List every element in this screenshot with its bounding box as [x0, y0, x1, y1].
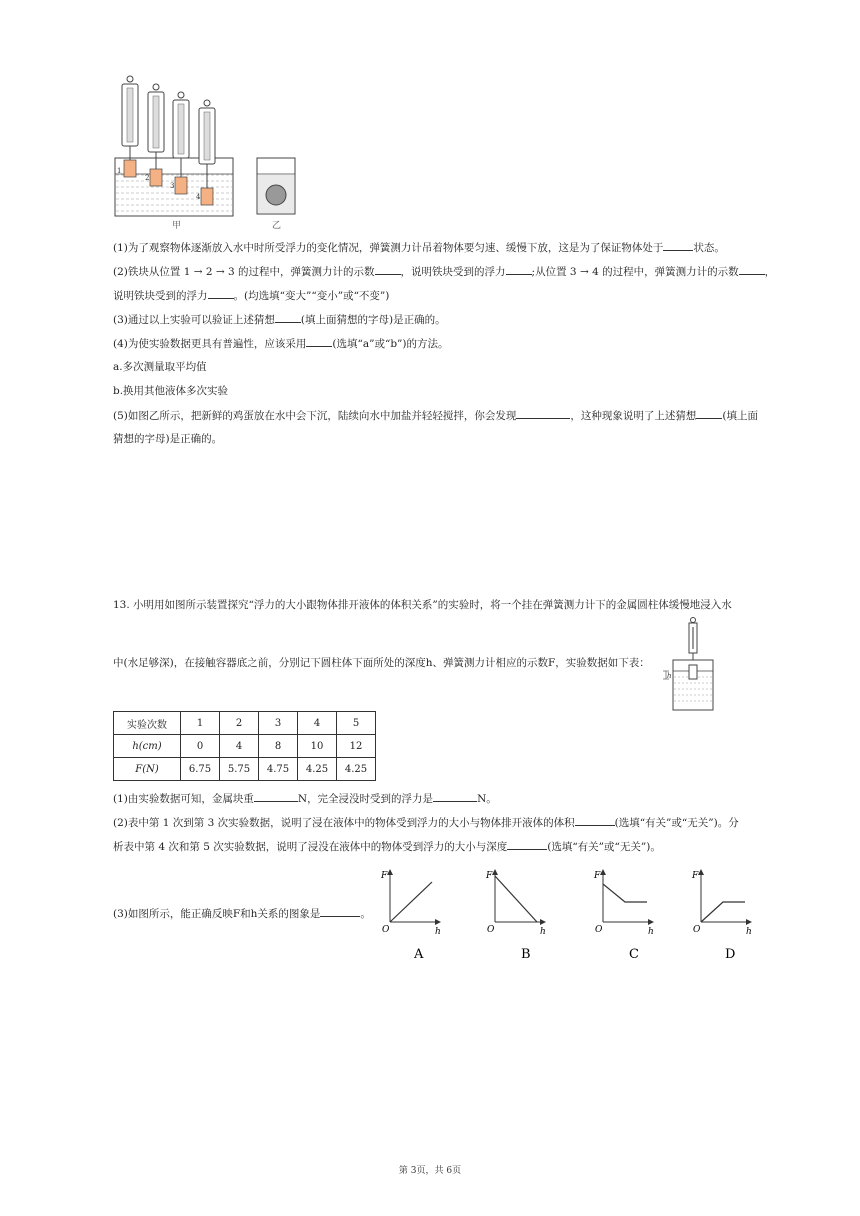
spring-scale-3	[173, 92, 189, 194]
graph-a	[380, 870, 441, 962]
svg-text:F: F	[381, 871, 388, 881]
table-cell: 4.25	[337, 758, 376, 781]
graph-c	[593, 870, 654, 962]
graph-a-label: A	[414, 947, 424, 962]
table-cell: h(cm)	[114, 735, 181, 758]
graph-options	[375, 862, 765, 972]
question-2-line1: (2)铁块从位置 1 → 2 → 3 的过程中，弹簧测力计的示数 ，说明铁块受到的浮力 ;从位置 3 → 4 的过程中，弹簧测力计的示数 ，	[113, 266, 776, 278]
graph-d-label: D	[725, 947, 736, 962]
svg-text:F: F	[594, 871, 601, 881]
page-footer: 第 3页，共 6页	[398, 1166, 462, 1176]
question-13-intro-1: 13. 小明用如图所示装置探究“浮力的大小跟物体排开液体的体积关系”的实验时，将一个挂在弹簧测力计下的金属圆柱体缓慢地浸入水	[113, 599, 732, 611]
svg-text:h: h	[435, 927, 441, 937]
label-jia: 甲	[172, 221, 182, 230]
question-3: (3)通过以上实验可以验证上述猜想 (填上面猜想的字母)是正确的。	[113, 314, 446, 326]
question-13-1: (1)由实验数据可知，金属块重 N，完全浸没时受到的浮力是 N。	[113, 793, 497, 805]
spring-scale-4	[199, 100, 215, 205]
spring-scale-1	[122, 76, 138, 177]
svg-text:2: 2	[145, 174, 150, 182]
egg-container	[257, 158, 295, 214]
question-4: (4)为使实验数据更具有普遍性，应该采用 (选填“a”或“b”)的方法。	[113, 338, 449, 350]
svg-text:O: O	[382, 925, 390, 935]
question-5-line2: 猜想的字母)是正确的。	[113, 433, 223, 445]
question-13-2-line2: 析表中第 4 次和第 5 次实验数据，说明了浸没在液体中的物体受到浮力的大小与深度 (选填“有关”或“无关”)。	[113, 841, 661, 853]
table-cell: F(N)	[114, 758, 181, 781]
table-cell: 5.75	[220, 758, 259, 781]
svg-text:O: O	[487, 925, 495, 935]
table-cell: 6.75	[181, 758, 220, 781]
table-cell: 5	[337, 712, 376, 735]
graph-b-label: B	[521, 947, 531, 962]
svg-text:h: h	[667, 672, 672, 680]
table-row	[114, 735, 376, 758]
figure-cylinder-apparatus	[660, 615, 720, 715]
label-yi: 乙	[272, 221, 282, 230]
table-cell: 4.75	[259, 758, 298, 781]
svg-text:h: h	[648, 927, 654, 937]
data-table	[113, 711, 376, 781]
option-b: b.换用其他液体多次实验	[113, 385, 229, 397]
question-2-line2: 说明铁块受到的浮力 。(均选填“变大”“变小”或“不变”)	[113, 290, 390, 302]
table-cell: 4.25	[298, 758, 337, 781]
svg-text:h: h	[746, 927, 752, 937]
option-a: a.多次测量取平均值	[113, 361, 207, 373]
svg-text:F: F	[486, 871, 493, 881]
table-cell: 4	[298, 712, 337, 735]
table-cell: 0	[181, 735, 220, 758]
svg-text:4: 4	[196, 193, 201, 201]
figure-spring-scales	[110, 70, 310, 230]
table-cell: 实验次数	[114, 712, 181, 735]
graph-c-label: C	[629, 947, 639, 962]
table-cell: 4	[220, 735, 259, 758]
table-row	[114, 758, 376, 781]
table-cell: 2	[220, 712, 259, 735]
svg-text:O: O	[693, 925, 701, 935]
table-cell: 3	[259, 712, 298, 735]
spring-scale-2	[148, 84, 164, 186]
svg-text:3: 3	[170, 182, 175, 190]
table-cell: 8	[259, 735, 298, 758]
table-cell: 10	[298, 735, 337, 758]
svg-text:O: O	[595, 925, 603, 935]
graph-b	[485, 870, 546, 962]
question-13-intro-2: 中(水足够深)，在接触容器底之前，分别记下圆柱体下面所处的深度h、弹簧测力计相应的示数F，实验数据如下表：	[113, 657, 650, 669]
question-13-2-line1: (2)表中第 1 次到第 3 次实验数据，说明了浸在液体中的物体受到浮力的大小与物体排开液体的体积 (选填“有关”或“无关”)。分	[113, 817, 739, 829]
graph-d	[691, 870, 752, 962]
question-1: (1)为了观察物体逐渐放入水中时所受浮力的变化情况，弹簧测力计吊着物体要匀速、缓慢下放，这是为了保证物体处于 状态。	[113, 242, 725, 254]
question-13-3: (3)如图所示，能正确反映F和h关系的图象是 。	[113, 908, 371, 920]
svg-text:h: h	[540, 927, 546, 937]
svg-text:F: F	[692, 871, 699, 881]
table-cell: 12	[337, 735, 376, 758]
question-5-line1: (5)如图乙所示，把新鲜的鸡蛋放在水中会下沉，陆续向水中加盐并轻轻搅拌，你会发现 ，这种现象说明了上述猜想 (填上面	[113, 410, 758, 422]
table-row	[114, 712, 376, 735]
svg-text:1: 1	[117, 167, 122, 175]
table-cell: 1	[181, 712, 220, 735]
